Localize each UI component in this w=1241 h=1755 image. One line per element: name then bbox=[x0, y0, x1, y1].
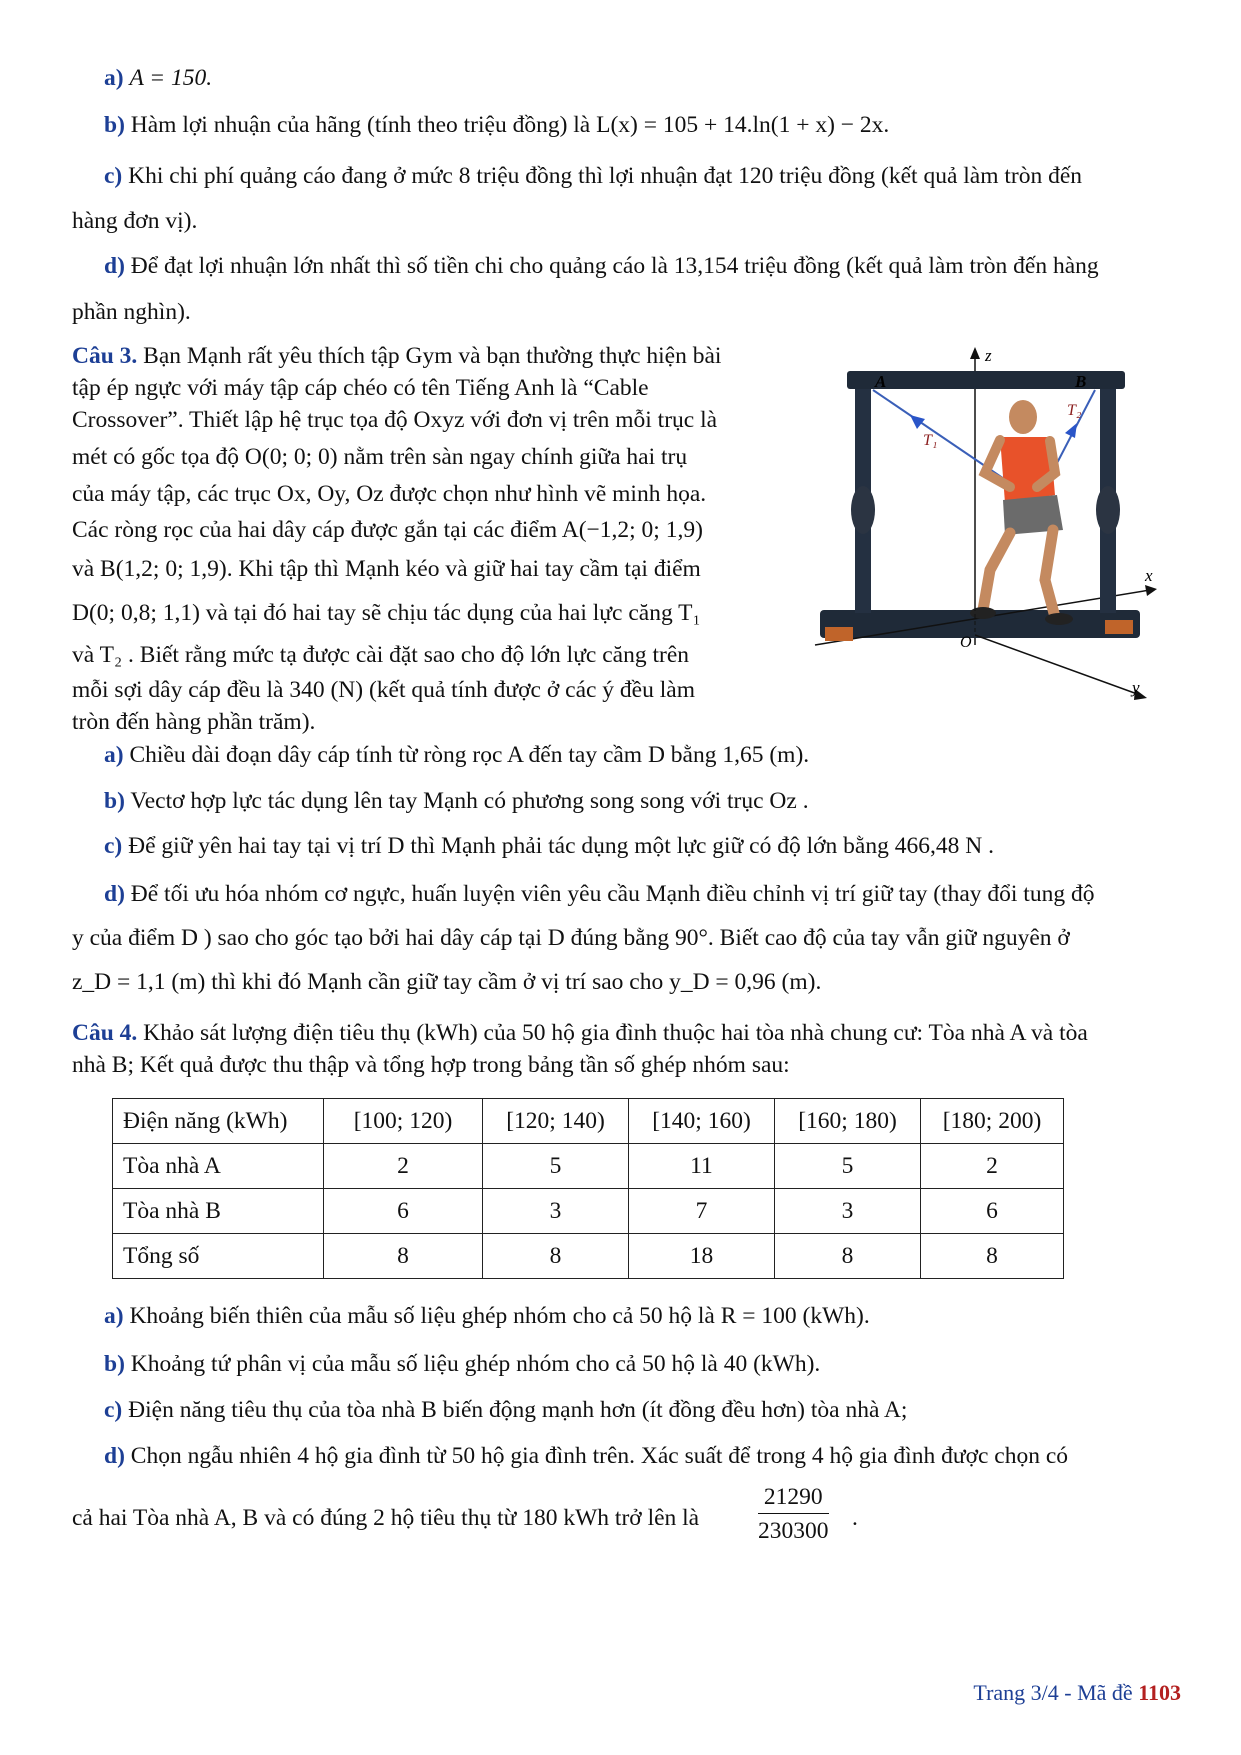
fraction-numerator: 21290 bbox=[758, 1484, 829, 1514]
table-header-cell: [180; 200) bbox=[921, 1099, 1064, 1144]
q4-answer-a: a) Khoảng biến thiên của mẫu số liệu ghép nhóm cho cả 50 hộ là R = 100 (kWh). bbox=[104, 1303, 870, 1329]
right-weight-plate bbox=[1096, 486, 1120, 534]
person-right-shoe bbox=[1045, 613, 1073, 625]
prev-answer-c: c) Khi chi phí quảng cáo đang ở mức 8 triệu đồng thì lợi nhuận đạt 120 triệu đồng (kết quả làm tròn đến bbox=[104, 163, 1083, 189]
table-cell: 11 bbox=[629, 1144, 775, 1189]
t1-label: T₁ bbox=[923, 432, 938, 449]
x-axis-label: x bbox=[1145, 566, 1153, 585]
table-cell: 2 bbox=[921, 1144, 1064, 1189]
cable-crossover-figure bbox=[805, 345, 1175, 715]
left-foot-block bbox=[825, 627, 853, 641]
table-row bbox=[113, 1189, 1064, 1234]
q3-line-9: mỗi sợi dây cáp đều là 340 (N) (kết quả tính được ở các ý đều làm bbox=[72, 677, 695, 703]
table-cell: Tòa nhà B bbox=[113, 1189, 324, 1234]
table-cell: 6 bbox=[921, 1189, 1064, 1234]
person-head bbox=[1009, 400, 1037, 434]
q3-answer-c: c) Để giữ yên hai tay tại vị trí D thì Mạnh phải tác dụng một lực giữ có độ lớn bằng 466,48 N . bbox=[104, 833, 994, 859]
exam-code: 1103 bbox=[1138, 1680, 1181, 1705]
person-left-leg bbox=[983, 533, 1010, 610]
table-cell: 3 bbox=[775, 1189, 921, 1234]
prev-answer-a: a) A = 150. bbox=[104, 65, 213, 91]
t1-arrow-icon bbox=[910, 415, 925, 429]
q3-line-5: Các ròng rọc của hai dây cáp được gắn tại các điểm A(−1,2; 0; 1,9) bbox=[72, 517, 703, 543]
q4-answer-b: b) Khoảng tứ phân vị của mẫu số liệu ghép nhóm cho cả 50 hộ là 40 (kWh). bbox=[104, 1351, 821, 1377]
table-cell: 6 bbox=[324, 1189, 483, 1234]
q3-line-6: và B(1,2; 0; 1,9). Khi tập thì Mạnh kéo và giữ hai tay cầm tại điểm bbox=[72, 556, 701, 582]
prev-answer-b: b) Hàm lợi nhuận của hãng (tính theo triệu đồng) là L(x) = 105 + 14.ln(1 + x) − 2x. bbox=[104, 112, 890, 138]
q3-line-2: Crossover”. Thiết lập hệ trục tọa độ Oxyz với đơn vị trên mỗi trục là bbox=[72, 407, 718, 433]
table-row bbox=[113, 1144, 1064, 1189]
point-a-label: A bbox=[875, 372, 887, 391]
table-header-cell: [100; 120) bbox=[324, 1099, 483, 1144]
q4-answer-d-cont: cả hai Tòa nhà A, B và có đúng 2 hộ tiêu thụ từ 180 kWh trở lên là bbox=[72, 1505, 700, 1531]
table-cell: 18 bbox=[629, 1234, 775, 1279]
left-weight-plate bbox=[851, 486, 875, 534]
table-row bbox=[113, 1234, 1064, 1279]
q4-answer-d: d) Chọn ngẫu nhiên 4 hộ gia đình từ 50 hộ gia đình trên. Xác suất để trong 4 hộ gia đình được chọn có bbox=[104, 1443, 1069, 1469]
z-axis-arrow-icon bbox=[970, 347, 980, 359]
q3-answer-b: b) Vectơ hợp lực tác dụng lên tay Mạnh có phương song song với trục Oz . bbox=[104, 788, 809, 814]
page-footer: Trang 3/4 - Mã đề 1103 bbox=[973, 1680, 1181, 1705]
table-cell: 8 bbox=[921, 1234, 1064, 1279]
prev-answer-d: d) Để đạt lợi nhuận lớn nhất thì số tiền chi cho quảng cáo là 13,154 triệu đồng (kết quả làm tròn đến hàng bbox=[104, 253, 1099, 279]
q4-answer-c: c) Điện năng tiêu thụ của tòa nhà B biến động mạnh hơn (ít đồng đều hơn) tòa nhà A; bbox=[104, 1397, 908, 1423]
table-cell: 8 bbox=[483, 1234, 629, 1279]
table-header-cell: [140; 160) bbox=[629, 1099, 775, 1144]
origin-label: O bbox=[960, 634, 972, 651]
table-cell: 7 bbox=[629, 1189, 775, 1234]
y-axis-label: y bbox=[1132, 678, 1140, 697]
q3-line-8: và T₂ . Biết rằng mức tạ được cài đặt sao cho độ lớn lực căng trên bbox=[72, 642, 690, 668]
q3-answer-d-cont1: y của điểm D ) sao cho góc tạo bởi hai dây cáp tại D đúng bằng 90°. Biết cao độ của tay vẫn giữ nguyên ở bbox=[72, 925, 1070, 951]
prev-answer-d-cont: phần nghìn). bbox=[72, 299, 191, 325]
q3-line-1: tập ép ngực với máy tập cáp chéo có tên Tiếng Anh là “Cable bbox=[72, 375, 649, 401]
cable-a bbox=[873, 390, 1013, 485]
frequency-table bbox=[112, 1098, 1064, 1279]
table-cell: Tổng số bbox=[113, 1234, 324, 1279]
q4-line-2: nhà B; Kết quả được thu thập và tổng hợp trong bảng tần số ghép nhóm sau: bbox=[72, 1052, 790, 1078]
table-header-cell: [160; 180) bbox=[775, 1099, 921, 1144]
t2-arrow-icon bbox=[1065, 423, 1077, 438]
table-cell: 8 bbox=[324, 1234, 483, 1279]
q3-line-10: tròn đến hàng phần trăm). bbox=[72, 709, 316, 735]
right-foot-block bbox=[1105, 620, 1133, 634]
q4-line-1: Câu 4. Khảo sát lượng điện tiêu thụ (kWh) của 50 hộ gia đình thuộc hai tòa nhà chung cư: Tòa nhà A và tòa bbox=[72, 1020, 1088, 1046]
table-cell: 5 bbox=[775, 1144, 921, 1189]
table-cell: 8 bbox=[775, 1234, 921, 1279]
prev-answer-c-cont: hàng đơn vị). bbox=[72, 208, 198, 234]
q3-line-3: mét có gốc tọa độ O(0; 0; 0) nằm trên sàn ngay chính giữa hai trụ bbox=[72, 444, 688, 470]
q3-line-7: D(0; 0,8; 1,1) và tại đó hai tay sẽ chịu tác dụng của hai lực căng T₁ bbox=[72, 600, 701, 626]
person-right-leg bbox=[1045, 530, 1055, 617]
table-cell: 3 bbox=[483, 1189, 629, 1234]
table-cell: 2 bbox=[324, 1144, 483, 1189]
q3-line-0: Câu 3. Bạn Mạnh rất yêu thích tập Gym và bạn thường thực hiện bài bbox=[72, 343, 722, 369]
z-axis-label: z bbox=[985, 346, 992, 365]
table-cell: 5 bbox=[483, 1144, 629, 1189]
table-cell: Tòa nhà A bbox=[113, 1144, 324, 1189]
y-axis-line bbox=[975, 635, 1140, 695]
point-b-label: B bbox=[1075, 372, 1087, 391]
x-axis-arrow-icon bbox=[1145, 585, 1157, 596]
q3-answer-d-cont2: z_D = 1,1 (m) thì khi đó Mạnh cần giữ tay cầm ở vị trí sao cho y_D = 0,96 (m). bbox=[72, 969, 822, 995]
person-left-shoe bbox=[970, 607, 996, 619]
fraction-end-period: . bbox=[852, 1505, 858, 1531]
probability-fraction bbox=[758, 1484, 829, 1545]
table-header-cell: Điện năng (kWh) bbox=[113, 1099, 324, 1144]
q3-line-4: của máy tập, các trục Ox, Oy, Oz được chọn như hình vẽ minh họa. bbox=[72, 481, 707, 507]
q3-answer-d: d) Để tối ưu hóa nhóm cơ ngực, huấn luyện viên yêu cầu Mạnh điều chỉnh vị trí giữ tay (thay đổi tung độ bbox=[104, 881, 1095, 907]
q3-answer-a: a) Chiều dài đoạn dây cáp tính từ ròng rọc A đến tay cầm D bằng 1,65 (m). bbox=[104, 742, 810, 768]
t2-label: T₂ bbox=[1067, 402, 1082, 419]
table-header-row bbox=[113, 1099, 1064, 1144]
fraction-denominator: 230300 bbox=[758, 1518, 829, 1544]
table-header-cell: [120; 140) bbox=[483, 1099, 629, 1144]
